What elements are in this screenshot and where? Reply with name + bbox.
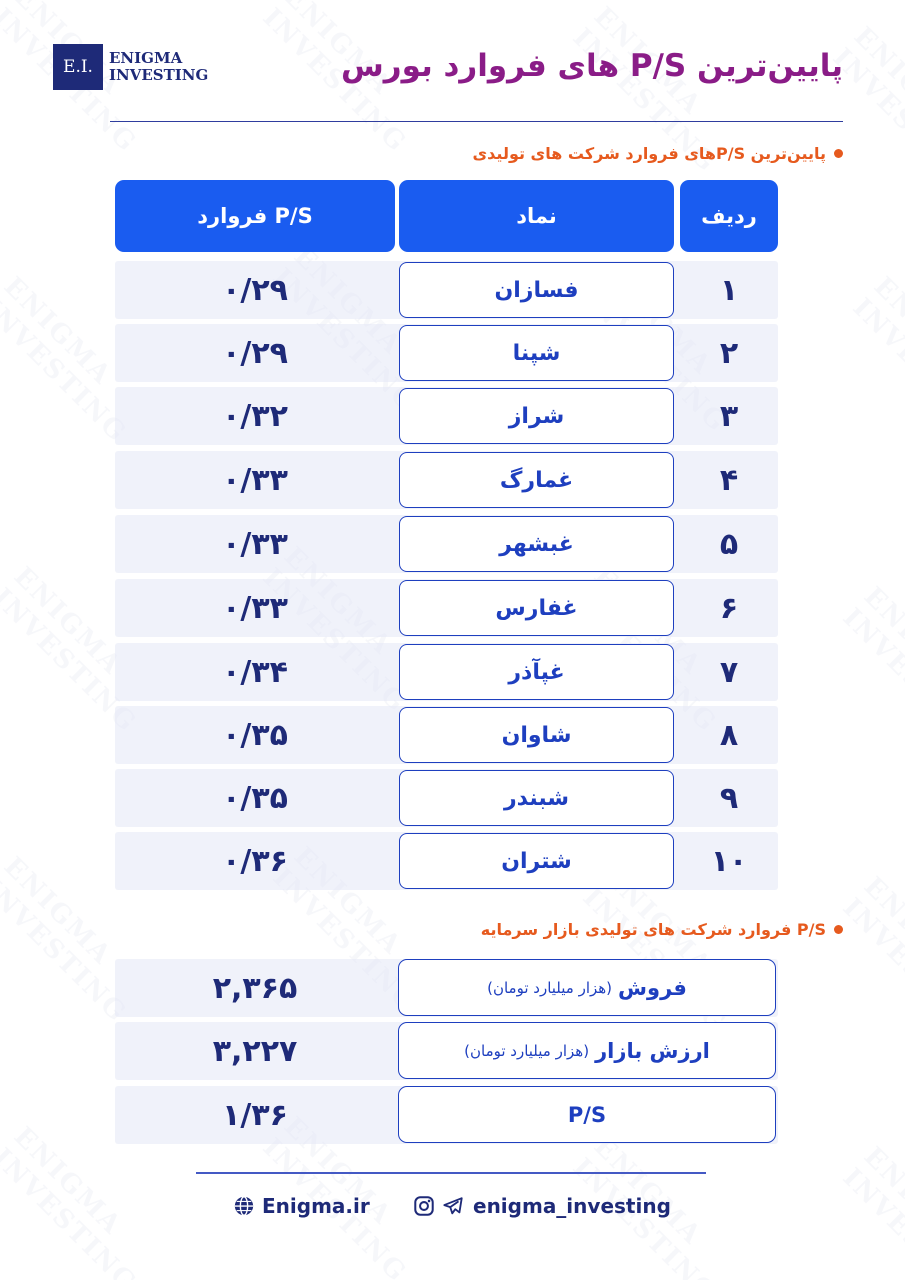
- summary-label-box: [398, 1086, 776, 1143]
- watermark-text: [847, 272, 905, 449]
- header-ps: P/S فروارد: [115, 180, 395, 252]
- row-symbol: فسازان: [399, 262, 674, 318]
- watermark-text: [837, 582, 905, 759]
- section-title-2: [481, 920, 843, 939]
- globe-icon: [233, 1195, 255, 1217]
- row-ps-value: ۰/۳۳: [222, 462, 288, 498]
- row-ps-value: ۰/۳۴: [222, 654, 288, 690]
- watermark-text: [0, 1122, 164, 1280]
- logo-text: [109, 50, 208, 84]
- row-ps-value: ۰/۳۲: [222, 398, 288, 434]
- section-title-1: [473, 144, 844, 163]
- logo-line2: INVESTING: [109, 66, 209, 84]
- summary-label: فروش: [618, 975, 687, 1000]
- row-symbol: شاوان: [399, 707, 674, 763]
- header-symbol: نماد: [399, 180, 674, 252]
- row-rank: ۲: [719, 335, 739, 371]
- row-ps-value: ۰/۲۹: [222, 335, 288, 371]
- row-symbol: شراز: [399, 388, 674, 444]
- section-title-1-text: پایین‌ترین P/Sهای فروارد شرکت های تولیدی: [472, 144, 826, 163]
- row-rank: ۸: [719, 717, 739, 753]
- row-rank: ۴: [719, 462, 739, 498]
- summary-label: P/S: [567, 1102, 607, 1127]
- summary-unit: (هزار میلیارد تومان): [487, 978, 613, 997]
- bullet-icon: [834, 925, 843, 934]
- instagram-icon: [413, 1195, 435, 1217]
- row-rank: ۶: [719, 590, 739, 626]
- row-ps-value: ۰/۳۳: [222, 526, 288, 562]
- row-symbol: غمارگ: [399, 452, 674, 508]
- row-symbol: غبشهر: [399, 516, 674, 572]
- row-ps-value: ۰/۳۳: [222, 590, 288, 626]
- footer-website[interactable]: [233, 1194, 370, 1218]
- summary-unit: (هزار میلیارد تومان): [464, 1041, 590, 1060]
- summary-label-box: [398, 1022, 776, 1079]
- row-symbol: شبندر: [399, 770, 674, 826]
- row-rank: ۱: [719, 272, 739, 308]
- footer-social-text: enigma_investing: [473, 1194, 671, 1218]
- row-rank: ۷: [719, 654, 739, 690]
- row-symbol: غفارس: [399, 580, 674, 636]
- logo-mark: E.I.: [53, 44, 103, 90]
- row-rank: ۳: [719, 398, 739, 434]
- row-ps-value: ۰/۳۵: [222, 780, 288, 816]
- summary-value: ۲,۳۶۵: [212, 970, 298, 1006]
- row-rank: ۹: [719, 780, 739, 816]
- logo-line1: ENIGMA: [109, 49, 183, 67]
- watermark-text: [837, 1142, 905, 1280]
- row-rank: ۱۰: [710, 843, 748, 879]
- row-ps-value: ۰/۲۹: [222, 272, 288, 308]
- divider: [110, 121, 843, 122]
- row-symbol: شپنا: [399, 325, 674, 381]
- summary-value: ۳,۲۲۷: [212, 1033, 298, 1069]
- bullet-icon: [834, 149, 843, 158]
- row-rank: ۵: [719, 526, 739, 562]
- section-title-2-text: P/S فروارد شرکت های تولیدی بازار سرمایه: [480, 920, 826, 939]
- summary-label-box: [398, 959, 776, 1016]
- row-ps-value: ۰/۳۵: [222, 717, 288, 753]
- watermark-text: [837, 872, 905, 1049]
- telegram-icon: [442, 1195, 464, 1217]
- page-title: پایین‌ترین P/S های فروارد بورس: [341, 48, 843, 84]
- header-rank: ردیف: [680, 180, 778, 252]
- footer-social[interactable]: [413, 1194, 671, 1218]
- logo: [53, 44, 208, 90]
- row-symbol: شتران: [399, 833, 674, 889]
- summary-label: ارزش بازار: [595, 1038, 710, 1063]
- footer-website-text: Enigma.ir: [262, 1194, 370, 1218]
- row-symbol: غپآذر: [399, 644, 674, 700]
- row-ps-value: ۰/۳۶: [222, 843, 288, 879]
- summary-value: ۱/۳۶: [222, 1097, 288, 1133]
- footer-divider: [196, 1172, 706, 1174]
